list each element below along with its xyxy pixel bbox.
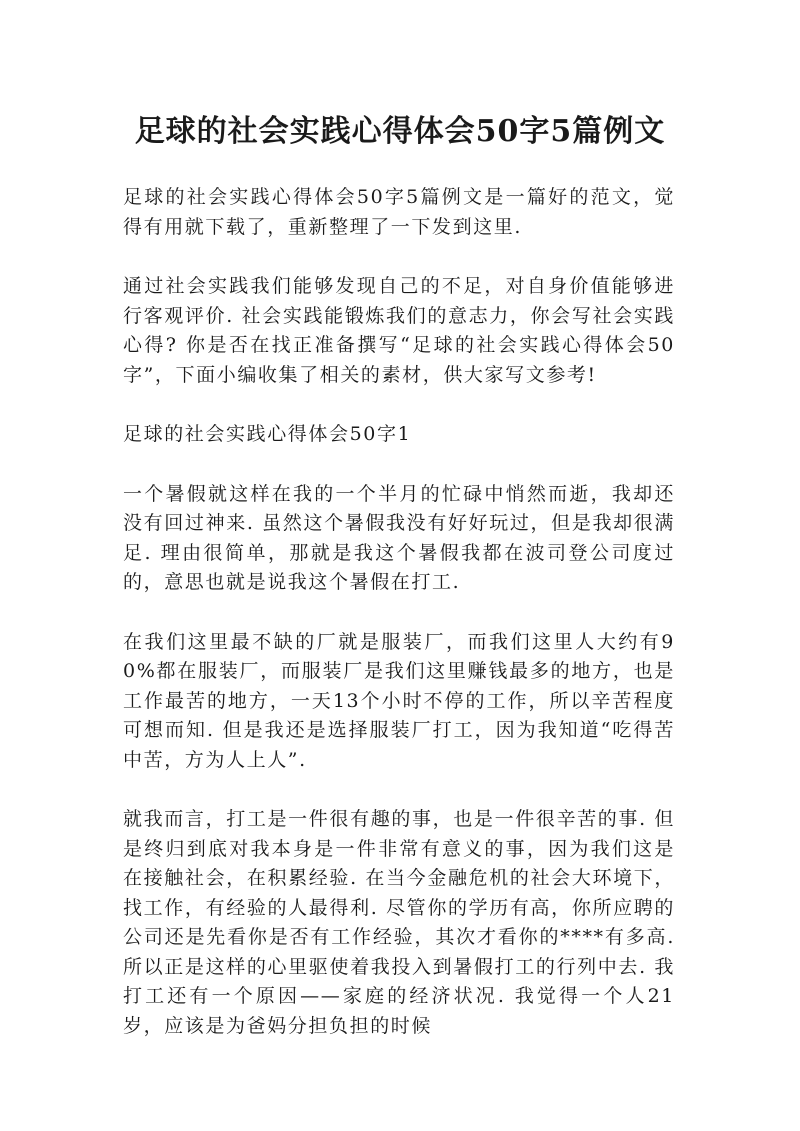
paragraph-background: 通过社会实践我们能够发现自己的不足，对自身价值能够进行客观评价. 社会实践能锻炼我们的意志力，你会写社会实践心得? 你是否在找正准备撰写“足球的社会实践心得体会50字”，下面小编收集了相关的素材，供大家写文参考! [123, 275, 675, 386]
document-body [123, 183, 675, 1071]
paragraph-summer-job: 一个暑假就这样在我的一个半月的忙碌中悄然而逝，我却还没有回过神来. 虽然这个暑假我没有好好玩过，但是我却很满足. 理由很简单，那就是我这个暑假我都在波司登公司度过的，意思也就是说我这个暑假在打工. [123, 482, 675, 593]
document-title: 足球的社会实践心得体会50字5篇例文 [134, 114, 666, 149]
section-heading-1: 足球的社会实践心得体会50字1 [123, 423, 412, 445]
paragraph-garment-factory: 在我们这里最不缺的厂就是服装厂，而我们这里人大约有90%都在服装厂，而服装厂是我们这里赚钱最多的地方，也是工作最苦的地方，一天13个小时不停的工作，所以辛苦程度可想而知. 但是我还是选择服装厂打工，因为我知道“吃得苦中苦，方为人上人”. [123, 630, 675, 771]
paragraph-work-experience: 就我而言，打工是一件很有趣的事，也是一件很辛苦的事. 但是终归到底对我本身是一件非常有意义的事，因为我们这是在接触社会，在积累经验. 在当今金融危机的社会大环境下，找工作，有经验的人最得利. 尽管你的学历有高，你所应聘的公司还是先看你是否有工作经验，其次才看你的****有多高. 所以正是这样的心里驱使着我投入到暑假打工的行列中去. 我打工还有一个原因——家庭的经济状况. 我觉得一个人21岁，应该是为爸妈分担负担的时候 [123, 808, 675, 1037]
paragraph-intro: 足球的社会实践心得体会50字5篇例文是一篇好的范文，觉得有用就下载了，重新整理了一下发到这里. [123, 186, 675, 238]
